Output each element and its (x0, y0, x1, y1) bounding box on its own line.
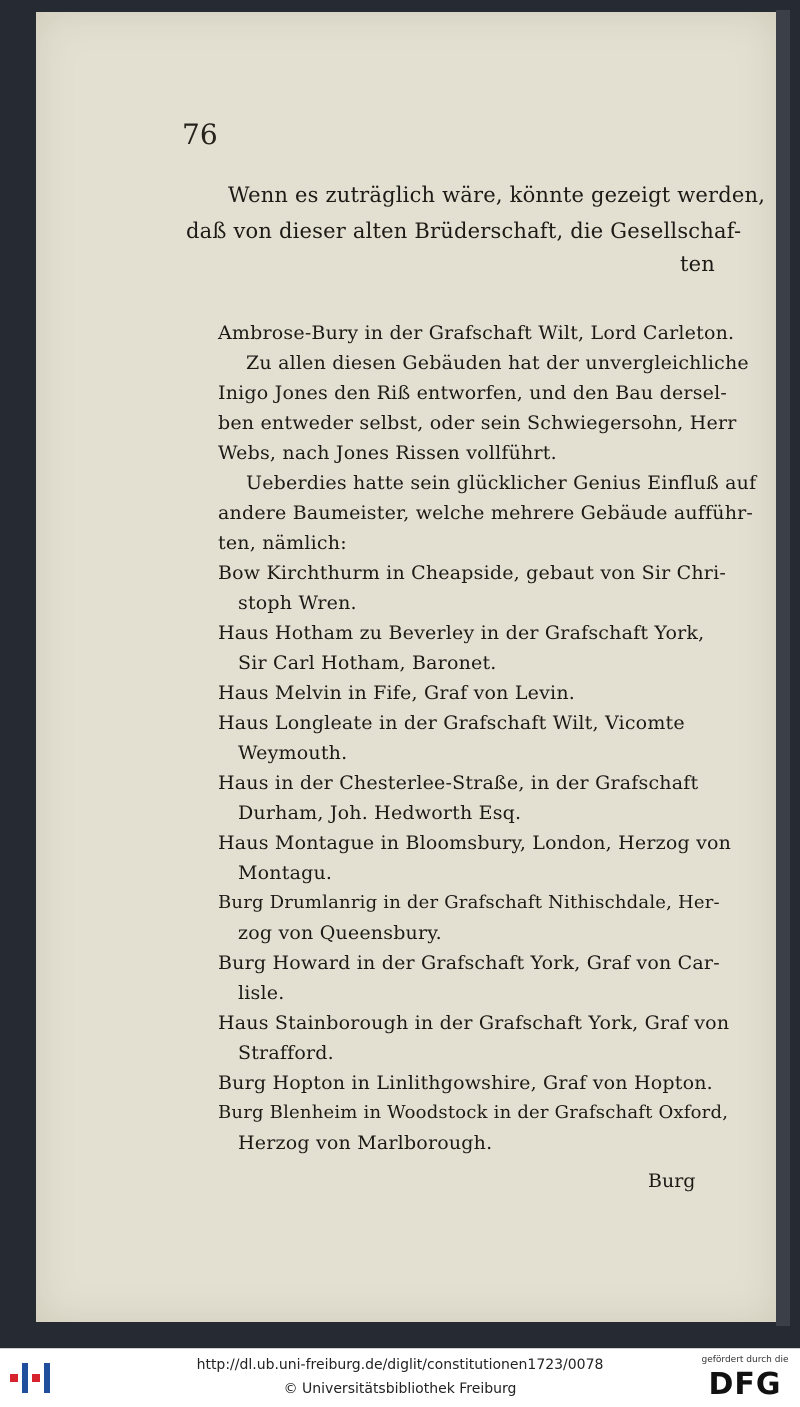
page-edge (776, 10, 790, 1326)
header-line-2: daß von dieser alten Brüderschaft, die Gesellschaf- (186, 219, 742, 243)
body-line-13: Haus Melvin in Fife, Graf von Levin. (218, 682, 576, 704)
body-line-21: zog von Queensbury. (238, 922, 442, 944)
body-line-11: Haus Hotham zu Beverley in der Grafschaft York, (218, 622, 705, 644)
body-line-4: ben entweder selbst, oder sein Schwiegersohn, Herr (218, 412, 737, 434)
body-line-3: Inigo Jones den Riß entworfen, und den Bau dersel- (218, 382, 727, 404)
body-line-27: Burg Blenheim in Woodstock in der Grafschaft Oxford, (218, 1102, 729, 1123)
body-line-7: andere Baumeister, welche mehrere Gebäude aufführ- (218, 502, 754, 524)
body-line-9: Bow Kirchthurm in Cheapside, gebaut von Sir Chri- (218, 562, 726, 584)
body-line-2: Zu allen diesen Gebäuden hat der unvergleichliche (246, 352, 749, 374)
copyright-notice: © Universitätsbibliothek Freiburg (283, 1381, 517, 1397)
body-line-23: lisle. (238, 982, 285, 1004)
permalink-url[interactable]: http://dl.ub.uni-freiburg.de/diglit/constitutionen1723/0078 (196, 1357, 604, 1373)
body-line-24: Haus Stainborough in der Grafschaft York, Graf von (218, 1012, 730, 1034)
body-line-18: Haus Montague in Bloomsbury, London, Herzog von (218, 832, 732, 854)
body-line-22: Burg Howard in der Grafschaft York, Graf von Car- (218, 952, 720, 974)
viewer-footer (0, 1348, 800, 1407)
body-line-6: Ueberdies hatte sein glücklicher Genius Einfluß auf (246, 472, 757, 494)
body-line-5: Webs, nach Jones Rissen vollführt. (218, 442, 557, 464)
body-line-20: Burg Drumlanrig in der Grafschaft Nithischdale, Her- (218, 892, 720, 913)
body-line-8: ten, nämlich: (218, 532, 347, 554)
page-number: 76 (182, 118, 218, 151)
body-line-15: Weymouth. (238, 742, 348, 764)
body-line-17: Durham, Joh. Hedworth Esq. (238, 802, 522, 824)
body-line-12: Sir Carl Hotham, Baronet. (238, 652, 497, 674)
funding-note: gefördert durch die (701, 1355, 789, 1365)
body-line-19: Montagu. (238, 862, 333, 884)
catchword: Burg (648, 1170, 696, 1192)
body-line-1: Ambrose-Bury in der Grafschaft Wilt, Lord Carleton. (218, 322, 735, 344)
body-line-25: Strafford. (238, 1042, 334, 1064)
dfg-logo: DFG (708, 1367, 782, 1402)
body-line-28: Herzog von Marlborough. (238, 1132, 493, 1154)
header-line-3: ten (680, 252, 715, 276)
body-line-10: stoph Wren. (238, 592, 357, 614)
body-line-14: Haus Longleate in der Grafschaft Wilt, Vicomte (218, 712, 685, 734)
body-line-26: Burg Hopton in Linlithgowshire, Graf von Hopton. (218, 1072, 713, 1094)
body-line-16: Haus in der Chesterlee-Straße, in der Grafschaft (218, 772, 699, 794)
header-line-1: Wenn es zuträglich wäre, könnte gezeigt werden, (228, 183, 766, 207)
